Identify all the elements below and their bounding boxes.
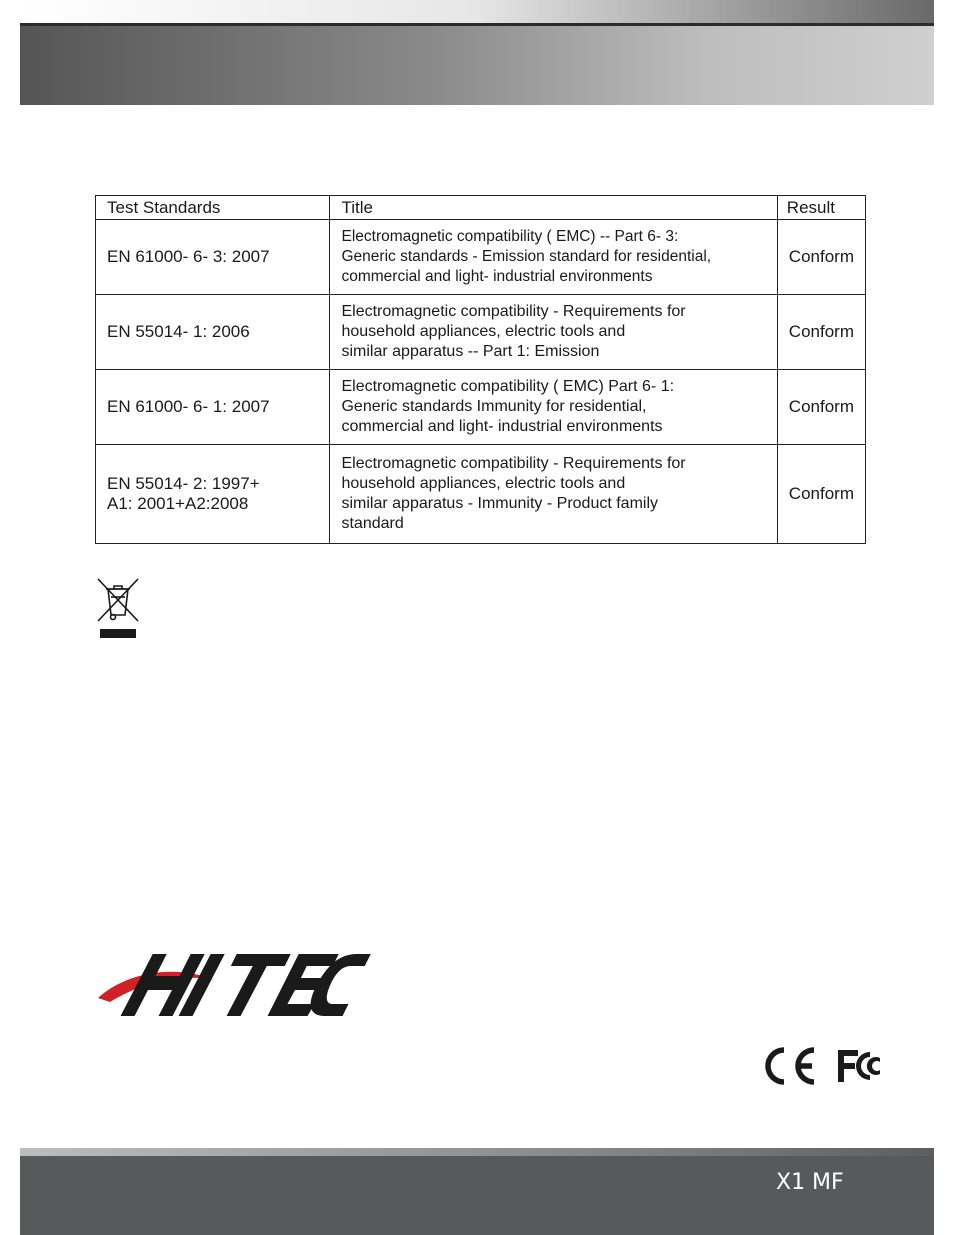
hitec-logo — [96, 950, 372, 1022]
standard-cell: EN 55014- 1: 2006 — [96, 295, 330, 370]
standard-cell: EN 55014- 2: 1997+ A1: 2001+A2:2008 — [96, 445, 330, 544]
ce-mark-icon — [768, 1050, 814, 1082]
model-name: X1 MF — [776, 1170, 844, 1195]
header-title: Title — [330, 196, 777, 220]
standard-cell: EN 61000- 6- 1: 2007 — [96, 370, 330, 445]
result-cell: Conform — [777, 295, 865, 370]
table-row — [96, 445, 866, 544]
crossed-out-wheelie-bin-icon — [96, 577, 140, 639]
standards-table — [95, 195, 866, 544]
title-cell: Electromagnetic compatibility - Requirements for household appliances, electric tools and similar apparatus -- Part 1: Emission — [330, 295, 777, 370]
result-cell: Conform — [777, 220, 865, 295]
table-row — [96, 295, 866, 370]
header-test-standards: Test Standards — [96, 196, 330, 220]
result-cell: Conform — [777, 370, 865, 445]
table-header-row — [96, 196, 866, 220]
fcc-mark-icon — [838, 1050, 880, 1082]
title-cell: Electromagnetic compatibility - Requirements for household appliances, electric tools and similar apparatus - Immunity - Product family standard — [330, 445, 777, 544]
footer-band — [20, 1156, 934, 1235]
certification-marks — [762, 1046, 888, 1086]
result-cell: Conform — [777, 445, 865, 544]
title-cell: Electromagnetic compatibility ( EMC) Part 6- 1: Generic standards Immunity for residential, commercial and light- industrial environments — [330, 370, 777, 445]
table-row — [96, 370, 866, 445]
table-row — [96, 220, 866, 295]
title-cell: Electromagnetic compatibility ( EMC) -- Part 6- 3: Generic standards - Emission standard for residential, commercial and light- industrial environments — [330, 220, 777, 295]
header-top-rule — [20, 0, 934, 26]
footer-rule — [20, 1148, 934, 1156]
header-band — [20, 26, 934, 105]
header-result: Result — [777, 196, 865, 220]
standard-cell: EN 61000- 6- 3: 2007 — [96, 220, 330, 295]
